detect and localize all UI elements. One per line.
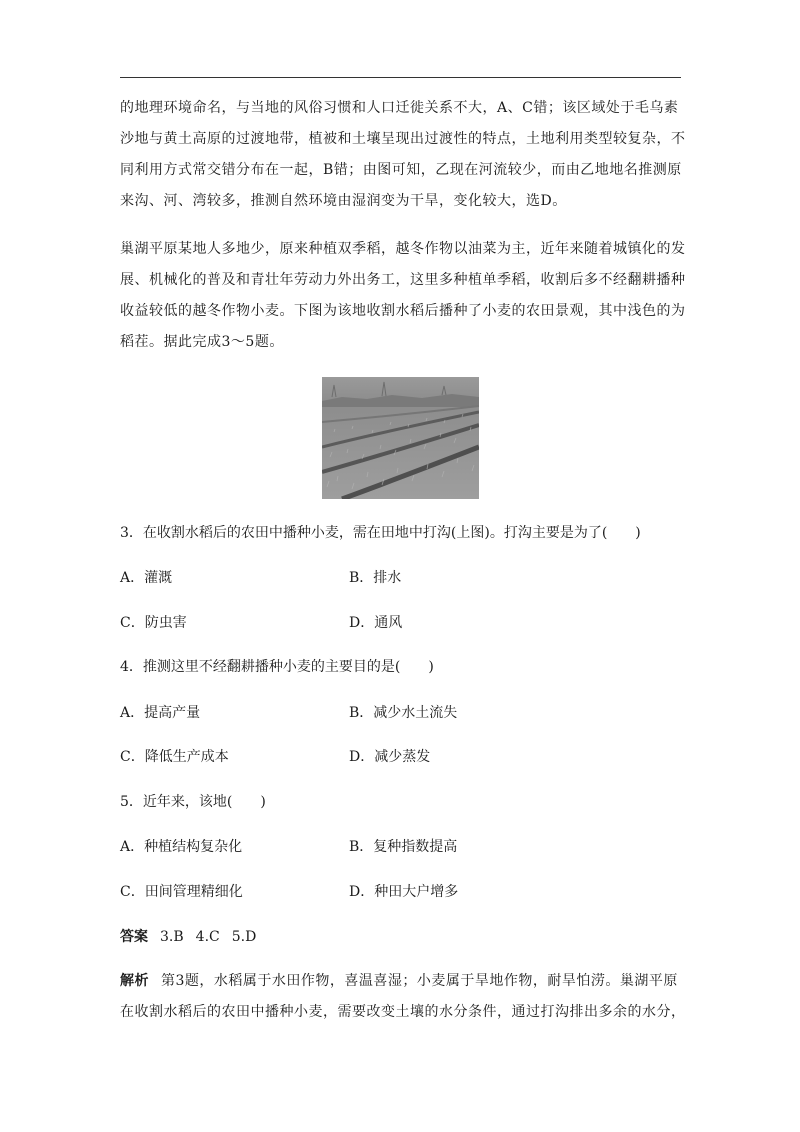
question-4-option-d: D．减少蒸发 bbox=[349, 749, 431, 765]
analysis-paragraph bbox=[120, 966, 686, 1028]
text-line: 巢湖平原某地人多地少，原来种植双季稻，越冬作物以油菜为主，近年来随着城镇化的发 bbox=[120, 241, 686, 257]
continuation-paragraph bbox=[120, 93, 686, 217]
text-line: 展、机械化的普及和青壮年劳动力外出务工，这里多种植单季稻，收割后多不经翻耕播种 bbox=[120, 272, 686, 288]
text-line: 的地理环境命名，与当地的风俗习惯和人口迁徙关系不大，A、C错；该区域处于毛乌素 bbox=[120, 100, 679, 116]
question-3-option-b: B．排水 bbox=[349, 570, 402, 586]
header-rule bbox=[120, 77, 681, 78]
question-3-option-a: A．灌溉 bbox=[120, 570, 173, 586]
question-4-option-b: B．减少水土流失 bbox=[349, 705, 458, 721]
text-line: 来沟、河、湾较多，推测自然环境由湿润变为干旱，变化较大，选D。 bbox=[120, 193, 567, 209]
question-4-option-a: A．提高产量 bbox=[120, 705, 201, 721]
answer-line bbox=[120, 926, 256, 946]
text-line: 同利用方式常交错分布在一起，B错；由图可知，乙现在河流较少，而由乙地地名推测原 bbox=[120, 162, 682, 178]
question-5-option-a: A．种植结构复杂化 bbox=[120, 839, 243, 855]
question-5-option-d: D．种田大户增多 bbox=[349, 884, 459, 900]
question-5-option-b: B．复种指数提高 bbox=[349, 839, 458, 855]
question-4-stem: 4．推测这里不经翻耕播种小麦的主要目的是( ) bbox=[120, 659, 434, 675]
answer-label: 答案 bbox=[120, 929, 148, 945]
text-line bbox=[120, 966, 682, 997]
answer-item: 4.C bbox=[195, 929, 220, 945]
answer-item: 5.D bbox=[231, 929, 257, 945]
text-line: 在收割水稻后的农田中播种小麦，需要改变土壤的水分条件，通过打沟排出多余的水分， bbox=[120, 1004, 686, 1020]
answer-item: 3.B bbox=[160, 929, 184, 945]
question-4-option-c: C．降低生产成本 bbox=[120, 749, 229, 765]
question-5-option-c: C．田间管理精细化 bbox=[120, 884, 243, 900]
text-line: 沙地与黄土高原的过渡地带，植被和土壤呈现出过渡性的特点，土地利用类型较复杂，不 bbox=[120, 131, 686, 147]
field-photo bbox=[322, 377, 479, 499]
analysis-text: 第3题，水稻属于水田作物，喜温喜湿；小麦属于旱地作物，耐旱怕涝。巢湖平原 bbox=[161, 973, 678, 989]
question-3-stem: 3．在收割水稻后的农田中播种小麦，需在田地中打沟(上图)。打沟主要是为了( ) bbox=[120, 525, 641, 541]
analysis-label: 解析 bbox=[120, 973, 149, 989]
question-3-option-d: D．通风 bbox=[349, 615, 403, 631]
text-line: 稻茬。据此完成3～5题。 bbox=[120, 334, 284, 350]
question-3-option-c: C．防虫害 bbox=[120, 615, 187, 631]
passage-paragraph bbox=[120, 234, 686, 358]
question-5-stem: 5．近年来，该地( ) bbox=[120, 794, 266, 810]
text-line: 收益较低的越冬作物小麦。下图为该地收割水稻后播种了小麦的农田景观，其中浅色的为 bbox=[120, 303, 686, 319]
